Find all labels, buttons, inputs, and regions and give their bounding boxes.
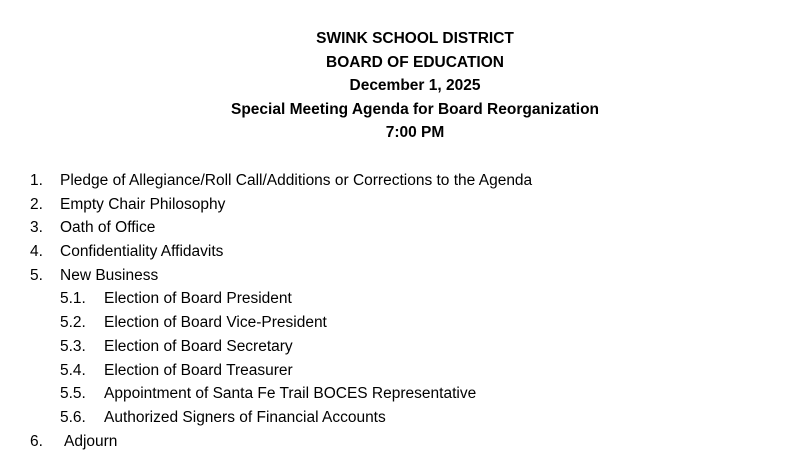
item-text: Authorized Signers of Financial Accounts: [104, 408, 386, 426]
item-number: 5.1.: [60, 290, 86, 308]
district-name: SWINK SCHOOL DISTRICT: [316, 30, 514, 47]
agenda-subitem: [0, 335, 800, 359]
document-header: [30, 27, 800, 145]
item-text: Election of Board Vice-President: [104, 314, 327, 332]
agenda-subitem: [0, 311, 800, 335]
item-text: Oath of Office: [60, 219, 156, 237]
item-number: 5.: [30, 266, 43, 284]
agenda-item: [0, 193, 800, 217]
item-text: Empty Chair Philosophy: [60, 195, 226, 213]
item-number: 5.3.: [60, 337, 86, 355]
agenda-subitem: [0, 287, 800, 311]
meeting-date: December 1, 2025: [349, 77, 481, 95]
agenda-subitem: [0, 406, 800, 430]
agenda-subitem: [0, 382, 800, 406]
item-text: Confidentiality Affidavits: [60, 243, 224, 261]
item-text: Election of Board Secretary: [104, 337, 293, 355]
agenda-item: [0, 430, 800, 454]
item-number: 5.2.: [60, 314, 86, 332]
meeting-time: 7:00 PM: [385, 124, 445, 142]
item-text: Election of Board Treasurer: [104, 361, 293, 379]
agenda-item: [0, 169, 800, 193]
item-number: 5.5.: [60, 385, 86, 403]
item-number: 5.4.: [60, 361, 86, 379]
agenda-item: [0, 216, 800, 240]
item-text: Adjourn: [64, 432, 118, 450]
agenda-item: [0, 240, 800, 264]
item-text: Appointment of Santa Fe Trail BOCES Representative: [104, 385, 477, 403]
agenda-list: [0, 169, 800, 453]
item-number: 4.: [30, 243, 43, 261]
board-name: BOARD OF EDUCATION: [326, 53, 504, 71]
item-number: 1.: [30, 172, 43, 189]
agenda-item: [0, 264, 800, 288]
agenda-subitem: [0, 359, 800, 383]
item-text: Election of Board President: [104, 290, 292, 308]
item-number: 3.: [30, 219, 43, 237]
item-number: 6.: [30, 432, 43, 450]
item-number: 2.: [30, 195, 43, 213]
item-text: Pledge of Allegiance/Roll Call/Additions or Corrections to the Agenda: [60, 172, 533, 189]
item-text: New Business: [60, 266, 159, 284]
agenda-title: Special Meeting Agenda for Board Reorganization: [230, 100, 600, 118]
item-number: 5.6.: [60, 408, 86, 426]
